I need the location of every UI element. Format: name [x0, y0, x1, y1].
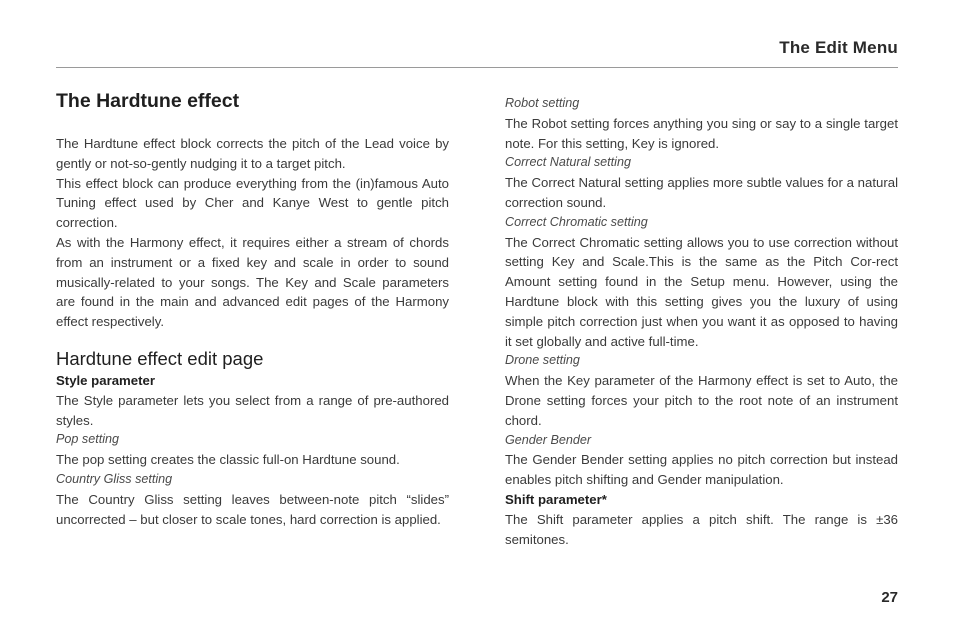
left-column	[56, 134, 449, 529]
correct-natural-label: Correct Natural setting	[505, 155, 631, 170]
correct-chromatic-label: Correct Chromatic setting	[505, 214, 648, 229]
page-number: 27	[881, 589, 898, 606]
intro-paragraph-3: As with the Harmony effect, it requires either a stream of chords from an instrument or a fixed key and scale in order to sound musically-related to your songs. The Key and Scale parameters are found in the main and advanced edit pages of the Harmony effect respectively.	[56, 234, 449, 330]
shift-parameter-heading: Shift parameter*	[505, 491, 607, 507]
section-header-title: The Edit Menu	[779, 38, 898, 57]
page-title: The Hardtune effect	[56, 90, 240, 112]
pop-setting-text: The pop setting creates the classic full-on Hardtune sound.	[56, 452, 400, 468]
gender-bender-label: Gender Bender	[505, 432, 592, 447]
correct-natural-text: The Correct Natural setting applies more subtle values for a natural correction sound.	[505, 175, 898, 210]
right-column	[505, 94, 898, 549]
style-parameter-text: The Style parameter lets you select from a range of pre-authored styles.	[56, 392, 449, 428]
pop-setting-label: Pop setting	[56, 432, 120, 447]
drone-setting-text: When the Key parameter of the Harmony effect is set to Auto, the Drone setting forces your pitch to the root note of an instrument chord.	[505, 373, 898, 428]
correct-chromatic-text: The Correct Chromatic setting allows you to use correction without setting Key and Scale.This is the same as the Pitch Cor-rect Amount setting found in the Setup menu. However, using the Hardtune block with this setting gives you the luxury of using simple pitch correction just when you want it as opposed to having it set globally and active full-time.	[505, 234, 898, 349]
country-gliss-text: The Country Gliss setting leaves between-note pitch “slides” uncorrected – but closer to scale tones, hard correction is applied.	[56, 491, 449, 527]
robot-setting-text: The Robot setting forces anything you sing or say to a single target note. For this setting, Key is ignored.	[505, 115, 898, 151]
gender-bender-text: The Gender Bender setting applies no pitch correction but instead enables pitch shifting and Gender manipulation.	[505, 452, 898, 488]
edit-page-heading: Hardtune effect edit page	[56, 347, 264, 369]
shift-parameter-text: The Shift parameter applies a pitch shift. The range is ±36 semitones.	[505, 511, 898, 547]
style-parameter-heading: Style parameter	[56, 372, 155, 388]
header-divider	[56, 67, 898, 68]
intro-paragraph-2: This effect block can produce everything from the (in)famous Auto Tuning effect used by Cher and Kanye West to gentle pitch correction.	[56, 175, 449, 231]
drone-setting-label: Drone setting	[505, 353, 580, 368]
intro-paragraph-1: The Hardtune effect block corrects the pitch of the Lead voice by gently or not-so-gently nudging it to a target pitch.	[56, 136, 449, 171]
country-gliss-label: Country Gliss setting	[56, 471, 173, 486]
robot-setting-label: Robot setting	[505, 96, 580, 110]
